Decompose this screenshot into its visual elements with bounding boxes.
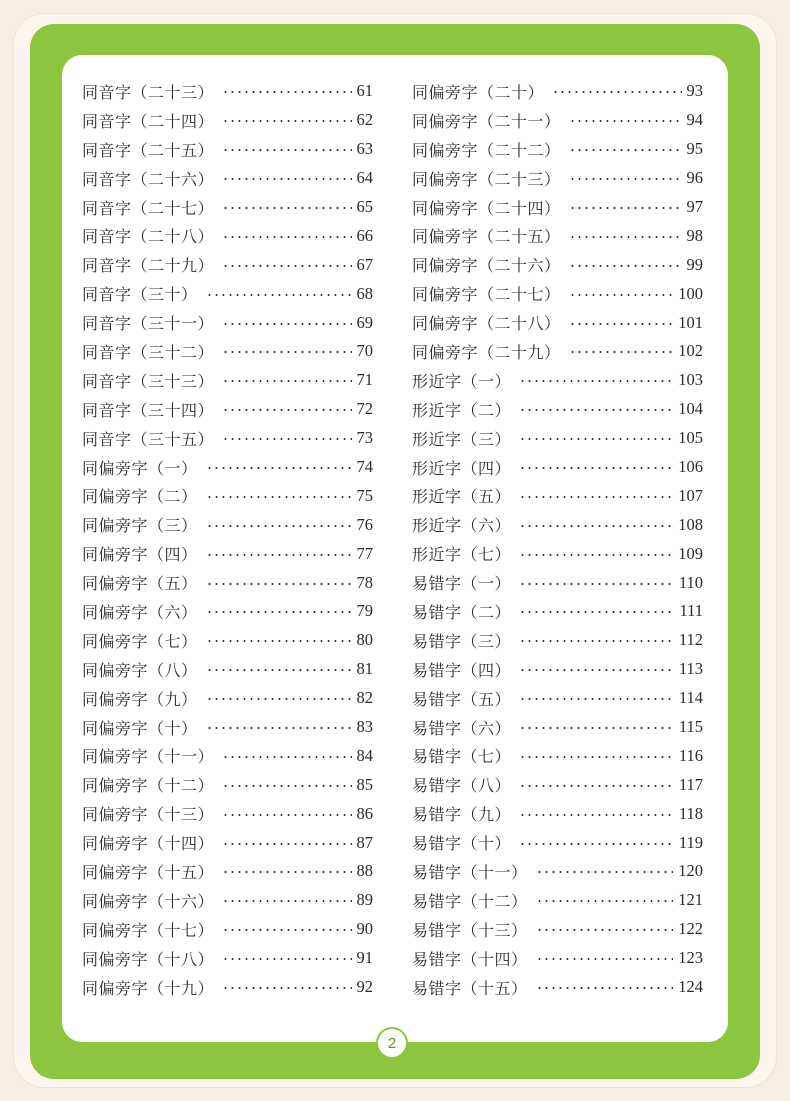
toc-entry: [412, 626, 703, 655]
toc-entry-title: 同偏旁字（二）: [82, 487, 198, 507]
toc-entry: [412, 510, 703, 539]
toc-entry: [82, 193, 373, 222]
toc-entry-page: 84: [356, 745, 373, 765]
toc-entry-page: 113: [678, 659, 703, 679]
toc-entry-title: 同偏旁字（二十二）: [412, 140, 561, 160]
toc-entry: [412, 799, 703, 828]
toc-entry-title: 同偏旁字（十二）: [82, 776, 215, 796]
toc-entry-title: 同偏旁字（十三）: [82, 805, 215, 825]
toc-entry-page: 92: [356, 977, 373, 997]
toc-entry-title: 同偏旁字（二十六）: [412, 256, 561, 276]
toc-entry: [412, 453, 703, 482]
toc-entry: [82, 857, 373, 886]
toc-entry-page: 63: [356, 139, 373, 159]
toc-panel: [62, 55, 728, 1042]
dot-leader: [222, 843, 351, 845]
toc-entry-page: 118: [678, 803, 703, 823]
toc-entry: [82, 395, 373, 424]
dot-leader: [222, 871, 351, 873]
toc-entry-page: 110: [678, 572, 703, 592]
toc-entry-title: 同偏旁字（十）: [82, 718, 198, 738]
toc-entry-page: 97: [686, 197, 703, 216]
toc-entry-page: 96: [686, 168, 703, 188]
toc-entry-title: 形近字（七）: [412, 545, 512, 565]
toc-column-left: [82, 77, 373, 1002]
dot-leader: [552, 91, 681, 93]
toc-entry-page: 122: [678, 919, 703, 939]
toc-entry-page: 114: [678, 688, 703, 708]
toc-entry-page: 70: [356, 341, 373, 361]
toc-entry: [412, 164, 703, 193]
dot-leader: [206, 669, 352, 671]
dot-leader: [569, 149, 682, 151]
toc-entry: [412, 250, 703, 279]
toc-entry: [412, 308, 703, 337]
dot-leader: [222, 380, 351, 382]
dot-leader: [519, 496, 673, 498]
toc-entry-title: 同偏旁字（二十三）: [412, 169, 561, 189]
toc-entry-title: 易错字（五）: [412, 689, 512, 709]
toc-entry-title: 同偏旁字（五）: [82, 574, 198, 594]
toc-entry: [412, 424, 703, 453]
dot-leader: [222, 438, 351, 440]
toc-entry-title: 同偏旁字（三）: [82, 516, 198, 536]
dot-leader: [206, 698, 352, 700]
toc-entry: [412, 655, 703, 684]
dot-leader: [519, 814, 674, 816]
toc-entry-title: 同偏旁字（七）: [82, 631, 198, 651]
toc-entry: [82, 741, 373, 770]
toc-entry-title: 同偏旁字（十八）: [82, 949, 215, 969]
toc-entry: [82, 250, 373, 279]
toc-entry-title: 形近字（一）: [412, 371, 512, 391]
dot-leader: [206, 496, 352, 498]
toc-entry-title: 同音字（三十五）: [82, 429, 215, 449]
toc-entry-title: 形近字（三）: [412, 429, 512, 449]
toc-entry-title: 同音字（三十一）: [82, 314, 215, 334]
toc-entry: [412, 741, 703, 770]
toc-entry-page: 102: [678, 341, 703, 361]
toc-entry: [412, 597, 703, 626]
toc-entry-page: 116: [678, 745, 703, 765]
toc-entry: [412, 193, 703, 222]
toc-entry-page: 93: [686, 81, 703, 101]
toc-entry-page: 109: [678, 543, 703, 563]
toc-entry-title: 同偏旁字（二十四）: [412, 198, 561, 218]
toc-entry-title: 易错字（七）: [412, 747, 512, 767]
toc-entry: [82, 366, 373, 395]
dot-leader: [222, 409, 351, 411]
toc-entry-page: 115: [678, 717, 703, 737]
toc-entry-title: 同偏旁字（二十一）: [412, 111, 561, 131]
toc-entry: [412, 770, 703, 799]
toc-entry-title: 同偏旁字（十九）: [82, 978, 215, 998]
dot-leader: [222, 987, 351, 989]
toc-entry: [412, 915, 703, 944]
toc-entry-page: 104: [678, 399, 703, 419]
toc-entry-title: 同偏旁字（一）: [82, 458, 198, 478]
dot-leader: [222, 785, 351, 787]
dot-leader: [206, 525, 352, 527]
toc-entry-page: 103: [678, 370, 703, 390]
toc-entry-page: 75: [356, 485, 373, 505]
toc-entry: [82, 337, 373, 366]
toc-entry-page: 83: [356, 717, 373, 737]
toc-entry: [412, 973, 703, 1002]
toc-entry: [82, 77, 373, 106]
toc-entry-page: 94: [686, 110, 703, 130]
dot-leader: [569, 236, 682, 238]
dot-leader: [519, 380, 673, 382]
toc-entry-title: 易错字（一）: [412, 574, 512, 594]
toc-entry-title: 易错字（九）: [412, 805, 512, 825]
toc-entry-title: 同偏旁字（六）: [82, 602, 198, 622]
dot-leader: [519, 611, 674, 613]
dot-leader: [222, 323, 351, 325]
toc-entry-page: 64: [356, 168, 373, 188]
toc-entry: [82, 655, 373, 684]
toc-entry-page: 100: [678, 283, 703, 303]
toc-entry-title: 形近字（二）: [412, 400, 512, 420]
toc-entry-title: 同偏旁字（十七）: [82, 920, 215, 940]
toc-entry-title: 同偏旁字（二十八）: [412, 314, 561, 334]
dot-leader: [569, 351, 674, 353]
toc-entry-page: 105: [678, 428, 703, 448]
dot-leader: [519, 554, 673, 556]
dot-leader: [536, 958, 674, 960]
toc-entry-page: 81: [356, 659, 373, 679]
dot-leader: [519, 583, 674, 585]
toc-entry-page: 106: [678, 457, 703, 477]
dot-leader: [206, 467, 352, 469]
toc-entry-page: 123: [678, 948, 703, 968]
dot-leader: [222, 958, 351, 960]
dot-leader: [519, 843, 674, 845]
toc-entry-page: 120: [678, 861, 703, 881]
dot-leader: [536, 871, 674, 873]
toc-entry-title: 同音字（二十八）: [82, 227, 215, 247]
toc-entry-page: 80: [356, 630, 373, 650]
dot-leader: [206, 294, 352, 296]
dot-leader: [569, 207, 682, 209]
dot-leader: [222, 149, 351, 151]
toc-entry-title: 同偏旁字（八）: [82, 660, 198, 680]
toc-entry: [82, 308, 373, 337]
toc-entry-title: 同音字（三十二）: [82, 342, 215, 362]
toc-entry-page: 108: [678, 514, 703, 534]
toc-entry-page: 91: [356, 948, 373, 968]
toc-entry: [82, 510, 373, 539]
dot-leader: [519, 640, 674, 642]
toc-entry: [412, 337, 703, 366]
dot-leader: [519, 727, 674, 729]
dot-leader: [222, 120, 351, 122]
toc-entry: [82, 973, 373, 1002]
toc-entry-page: 101: [678, 312, 703, 332]
dot-leader: [519, 525, 673, 527]
toc-entry: [412, 481, 703, 510]
toc-entry: [82, 164, 373, 193]
toc-entry-title: 同音字（二十四）: [82, 111, 215, 131]
toc-entry-title: 同偏旁字（二十七）: [412, 285, 561, 305]
toc-entry-page: 98: [686, 225, 703, 245]
toc-entry-title: 同偏旁字（十五）: [82, 862, 215, 882]
toc-entry-title: 同音字（三十四）: [82, 400, 215, 420]
toc-entry-title: 易错字（八）: [412, 776, 512, 796]
toc-entry-title: 易错字（十四）: [412, 949, 528, 969]
toc-entry: [412, 395, 703, 424]
toc-entry-page: 111: [679, 601, 703, 621]
toc-entry: [412, 886, 703, 915]
dot-leader: [222, 929, 351, 931]
toc-entry: [412, 279, 703, 308]
dot-leader: [519, 467, 673, 469]
toc-entry-page: 73: [356, 428, 373, 448]
toc-entry-page: 82: [356, 688, 373, 708]
toc-entry-title: 易错字（十二）: [412, 891, 528, 911]
dot-leader: [206, 727, 352, 729]
dot-leader: [519, 409, 673, 411]
toc-entry-title: 易错字（十三）: [412, 920, 528, 940]
toc-entry-title: 易错字（十）: [412, 834, 512, 854]
dot-leader: [206, 640, 352, 642]
page-number-badge: 2: [376, 1027, 408, 1059]
toc-entry-title: 形近字（六）: [412, 516, 512, 536]
toc-entry-page: 61: [356, 81, 373, 101]
toc-entry: [412, 135, 703, 164]
toc-entry-title: 易错字（六）: [412, 718, 512, 738]
toc-entry: [412, 539, 703, 568]
toc-entry-page: 121: [678, 890, 703, 910]
toc-entry-page: 71: [356, 370, 373, 390]
dot-leader: [519, 756, 674, 758]
toc-entry-page: 95: [686, 139, 703, 159]
toc-entry-page: 86: [356, 803, 373, 823]
dot-leader: [519, 438, 673, 440]
dot-leader: [222, 178, 351, 180]
toc-column-right: [412, 77, 703, 1002]
toc-entry-page: 77: [356, 543, 373, 563]
toc-entry: [82, 713, 373, 742]
toc-entry-title: 同偏旁字（九）: [82, 689, 198, 709]
toc-entry-page: 74: [356, 457, 373, 477]
toc-entry: [412, 366, 703, 395]
dot-leader: [222, 207, 351, 209]
toc-entry-title: 形近字（四）: [412, 458, 512, 478]
toc-entry-title: 同偏旁字（四）: [82, 545, 198, 565]
toc-entry: [412, 221, 703, 250]
toc-entry-page: 62: [356, 110, 373, 130]
dot-leader: [519, 669, 674, 671]
toc-entry-title: 同音字（三十三）: [82, 371, 215, 391]
toc-entry: [82, 481, 373, 510]
toc-entry-page: 68: [356, 283, 373, 303]
toc-entry: [412, 568, 703, 597]
toc-entry-page: 78: [356, 572, 373, 592]
toc-entry-page: 69: [356, 312, 373, 332]
toc-entry: [82, 424, 373, 453]
toc-entry: [82, 221, 373, 250]
toc-entry-title: 同偏旁字（二十五）: [412, 227, 561, 247]
toc-entry: [82, 453, 373, 482]
toc-entry-page: 65: [356, 197, 373, 216]
toc-entry: [412, 857, 703, 886]
toc-entry: [412, 944, 703, 973]
toc-entry: [412, 828, 703, 857]
dot-leader: [569, 265, 682, 267]
toc-entry: [82, 597, 373, 626]
toc-entry-page: 87: [356, 832, 373, 852]
toc-entry: [82, 886, 373, 915]
toc-entry-page: 124: [678, 977, 703, 997]
toc-entry-page: 66: [356, 225, 373, 245]
toc-entry: [82, 684, 373, 713]
toc-entry-title: 易错字（三）: [412, 631, 512, 651]
dot-leader: [206, 583, 352, 585]
dot-leader: [536, 987, 674, 989]
toc-entry-page: 76: [356, 514, 373, 534]
toc-entry-title: 易错字（十一）: [412, 862, 528, 882]
toc-entry-title: 同偏旁字（十一）: [82, 747, 215, 767]
toc-entry-title: 易错字（二）: [412, 602, 512, 622]
dot-leader: [206, 554, 352, 556]
toc-entry-title: 同偏旁字（十四）: [82, 834, 215, 854]
toc-entry: [82, 915, 373, 944]
toc-entry: [82, 828, 373, 857]
dot-leader: [222, 265, 351, 267]
toc-entry-page: 72: [356, 399, 373, 419]
toc-entry-title: 同音字（二十六）: [82, 169, 215, 189]
dot-leader: [222, 756, 351, 758]
toc-entry-title: 同偏旁字（二十九）: [412, 342, 561, 362]
toc-entry-title: 同音字（二十三）: [82, 82, 215, 102]
toc-entry: [412, 713, 703, 742]
toc-entry-page: 119: [678, 832, 703, 852]
toc-entry: [82, 770, 373, 799]
toc-entry-title: 同音字（三十）: [82, 285, 198, 305]
toc-entry: [412, 77, 703, 106]
toc-entry: [412, 106, 703, 135]
toc-entry-page: 112: [678, 630, 703, 650]
dot-leader: [569, 120, 682, 122]
toc-entry: [82, 279, 373, 308]
dot-leader: [569, 323, 674, 325]
dot-leader: [222, 900, 351, 902]
toc-entry-title: 同音字（二十七）: [82, 198, 215, 218]
toc-entry: [82, 568, 373, 597]
toc-entry-page: 90: [356, 919, 373, 939]
dot-leader: [222, 351, 351, 353]
toc-entry: [82, 799, 373, 828]
toc-entry-page: 85: [356, 774, 373, 794]
toc-entry-page: 88: [356, 861, 373, 881]
toc-entry: [82, 944, 373, 973]
toc-entry-page: 89: [356, 890, 373, 910]
toc-entry-title: 易错字（四）: [412, 660, 512, 680]
dot-leader: [206, 611, 352, 613]
toc-entry-page: 79: [356, 601, 373, 621]
toc-entry: [82, 106, 373, 135]
dot-leader: [222, 814, 351, 816]
toc-entry-title: 同音字（二十五）: [82, 140, 215, 160]
toc-entry-page: 117: [678, 774, 703, 794]
dot-leader: [519, 698, 674, 700]
dot-leader: [222, 236, 351, 238]
dot-leader: [536, 900, 674, 902]
toc-entry-title: 易错字（十五）: [412, 978, 528, 998]
toc-entry-page: 107: [678, 485, 703, 505]
toc-entry-title: 形近字（五）: [412, 487, 512, 507]
toc-entry-page: 67: [356, 254, 373, 274]
toc-entry-title: 同偏旁字（十六）: [82, 891, 215, 911]
dot-leader: [536, 929, 674, 931]
dot-leader: [222, 91, 351, 93]
toc-entry-title: 同偏旁字（二十）: [412, 82, 545, 102]
toc-entry: [82, 539, 373, 568]
toc-entry-page: 99: [686, 254, 703, 274]
dot-leader: [569, 294, 674, 296]
toc-entry-title: 同音字（二十九）: [82, 256, 215, 276]
toc-entry: [412, 684, 703, 713]
dot-leader: [569, 178, 682, 180]
dot-leader: [519, 785, 674, 787]
toc-entry: [82, 626, 373, 655]
toc-entry: [82, 135, 373, 164]
